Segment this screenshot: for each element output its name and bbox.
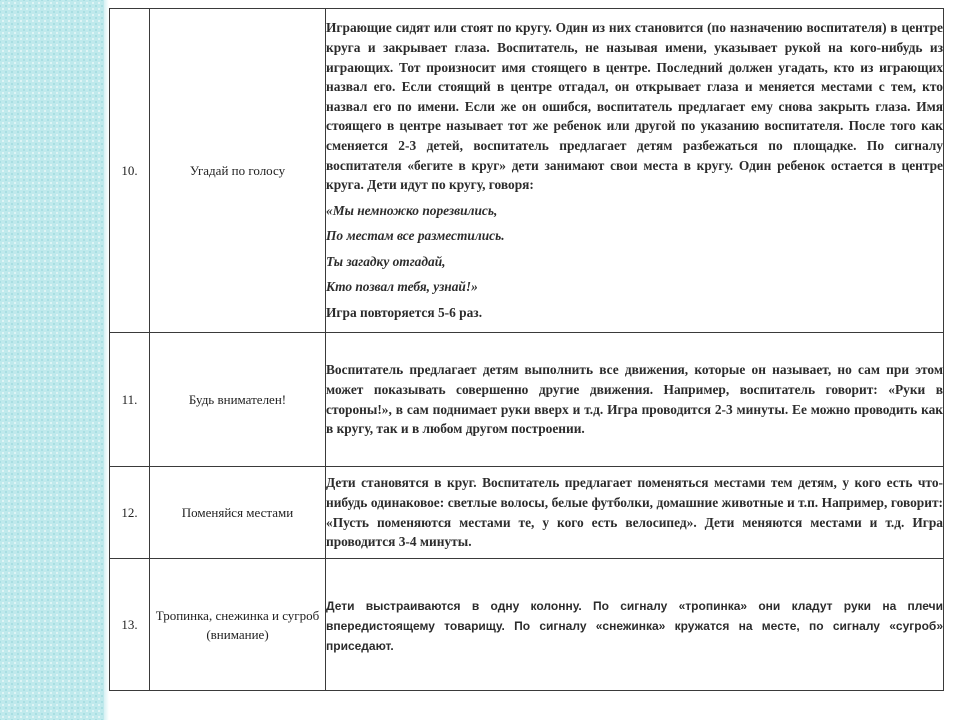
game-name: Угадай по голосу	[150, 9, 326, 333]
table-row	[110, 9, 944, 333]
description-paragraph: Дети становятся в круг. Воспитатель предлагает поменяться местами тем детям, у кого есть что-нибудь одинаковое: светлые волосы, белые футболки, домашние животные и т.п. Например, говорит: «Пусть поменяются местами те, у кого есть велосипед». Дети меняются местами и т.д. Игра проводится 3-4 минуты.	[326, 475, 943, 550]
game-name	[150, 559, 326, 691]
table-row	[110, 559, 944, 691]
game-description	[326, 559, 944, 691]
verse-line: «Мы немножко порезвились,	[326, 202, 498, 218]
verse-line: По местам все разместились.	[326, 228, 505, 244]
game-description	[326, 9, 944, 333]
verse-line: Кто позвал тебя, узнай!»	[326, 279, 478, 295]
game-name: Поменяйся местами	[150, 467, 326, 559]
games-table	[109, 8, 944, 691]
game-description	[326, 467, 944, 559]
description-paragraph: Дети выстраиваются в одну колонну. По сигналу «тропинка» они кладут руки на плечи впередистоящему товарищу. По сигналу «снежинка» кружатся на месте, по сигналу «сугроб» приседают.	[326, 598, 943, 653]
game-name-line: Тропинка, снежинка и сугроб	[155, 607, 320, 623]
game-description	[326, 333, 944, 467]
game-name: Будь внимателен!	[150, 333, 326, 467]
verse-line: Ты загадку отгадай,	[326, 253, 446, 269]
row-number: 12.	[110, 467, 150, 559]
table-row	[110, 467, 944, 559]
table-row	[110, 333, 944, 467]
game-name-line: (внимание)	[206, 626, 269, 642]
closing-line: Игра повторяется 5-6 раз.	[326, 305, 483, 321]
row-number: 11.	[110, 333, 150, 467]
description-paragraph: Играющие сидят или стоят по кругу. Один из них становится (по назначению воспитателя) в центре круга и закрывает глаза. Воспитатель, не называя имени, указывает рукой на кого-нибудь из играющих. Тот произносит имя стоящего в центре. Последний должен угадать, кто из играющих назвал его. Если стоящий в центре отгадал, он открывает глаза и меняется местами с тем, кто назвал его по имени. Если же он ошибся, воспитатель предлагает ему снова закрыть глаза. Имя стоящего в центре называет тот же ребенок или другой по указанию воспитателя. После того как сменяется 2-3 детей, воспитатель предлагает детям разбежаться по площадке. По сигналу воспитателя «бегите в круг» дети занимают свои места в кругу. Один ребенок остается в центре круга. Дети идут по кругу, говоря:	[326, 20, 943, 193]
row-number: 13.	[110, 559, 150, 691]
row-number: 10.	[110, 9, 150, 333]
decorative-side-strip	[0, 0, 104, 720]
description-paragraph: Воспитатель предлагает детям выполнить все движения, которые он называет, но сам при этом может показывать совершенно другие движения. Например, воспитатель говорит: «Руки в стороны!», в сам поднимает руки вверх и т.д. Игра проводится 2-3 минуты. Ее можно проводить как в кругу, так и в любом другом построении.	[326, 362, 943, 437]
